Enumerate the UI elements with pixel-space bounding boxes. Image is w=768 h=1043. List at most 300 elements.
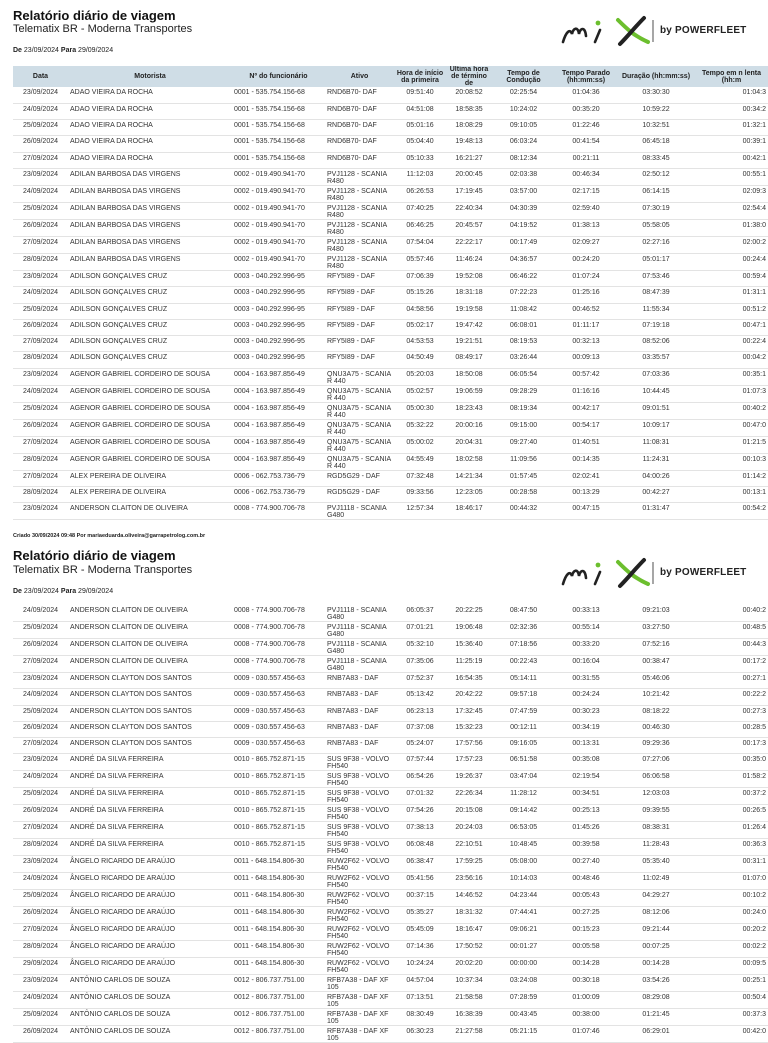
start-time-cell: 07:54:26 [394,805,446,822]
start-time-cell: 05:02:17 [394,319,446,335]
driver-cell: ADILSON GONÇALVES CRUZ [68,319,232,335]
stopped-time-cell: 01:38:13 [555,219,617,236]
driver-cell: ANDRÉ DA SILVA FERREIRA [68,788,232,805]
driver-cell: ANDERSON CLAYTON DOS SANTOS [68,673,232,689]
asset-cell: RUW2F62 - VOLVO FH540 [325,924,394,941]
date-cell: 26/09/2024 [13,219,68,236]
end-time-cell: 19:19:58 [446,303,492,319]
date-cell: 26/09/2024 [13,639,68,656]
table-row [13,705,768,721]
end-time-cell: 18:31:18 [446,287,492,303]
asset-cell: PVJ1118 - SCANIA G480 [325,503,394,520]
driver-cell: ÂNGELO RICARDO DE ARAÚJO [68,958,232,975]
date-cell: 27/09/2024 [13,470,68,486]
table-row [13,788,768,805]
idle-time-cell: 01:58:2 [695,771,768,788]
driver-cell: AGENOR GABRIEL CORDEIRO DE SOUSA [68,385,232,402]
stopped-time-cell: 01:11:17 [555,319,617,335]
asset-cell: RUW2F62 - VOLVO FH540 [325,941,394,958]
end-time-cell: 19:06:59 [446,385,492,402]
stopped-time-cell: 01:07:46 [555,1026,617,1043]
idle-time-cell: 01:26:4 [695,822,768,839]
driver-cell: ADILAN BARBOSA DAS VIRGENS [68,253,232,270]
end-time-cell: 22:22:17 [446,236,492,253]
stopped-time-cell: 00:47:15 [555,503,617,520]
driver-cell: ADILAN BARBOSA DAS VIRGENS [68,236,232,253]
range-from: 23/09/2024 [23,47,59,54]
employee-id-cell: 0011 - 648.154.806-30 [232,856,325,873]
date-cell: 26/09/2024 [13,319,68,335]
driving-time-cell: 00:00:00 [492,958,555,975]
duration-cell: 09:29:36 [617,738,695,754]
duration-cell: 06:06:58 [617,771,695,788]
employee-id-cell: 0001 - 535.754.156-68 [232,120,325,136]
asset-cell: PVJ1128 - SCANIA R480 [325,219,394,236]
idle-time-cell: 00:27:1 [695,673,768,689]
duration-cell: 06:14:15 [617,185,695,202]
driver-cell: ADAO VIEIRA DA ROCHA [68,152,232,168]
asset-cell: RUW2F62 - VOLVO FH540 [325,873,394,890]
stopped-time-cell: 00:48:46 [555,873,617,890]
start-time-cell: 06:38:47 [394,856,446,873]
asset-cell: RUW2F62 - VOLVO FH540 [325,856,394,873]
trip-table-page-2 [13,605,768,1043]
driving-time-cell: 09:10:05 [492,120,555,136]
driver-cell: ANDRÉ DA SILVA FERREIRA [68,839,232,856]
duration-cell: 12:03:03 [617,788,695,805]
mix-logo-icon [560,14,655,48]
start-time-cell: 05:45:09 [394,924,446,941]
driving-time-cell: 04:36:57 [492,253,555,270]
report-footer [13,533,205,539]
driver-cell: ÂNGELO RICARDO DE ARAÚJO [68,907,232,924]
column-header: Tempo Parado (hh:mm:ss) [555,66,617,87]
employee-id-cell: 0011 - 648.154.806-30 [232,924,325,941]
duration-cell: 00:14:28 [617,958,695,975]
asset-cell: QNU3A75 - SCANIA R 440 [325,436,394,453]
duration-cell: 08:52:06 [617,336,695,352]
employee-id-cell: 0004 - 163.987.856-49 [232,419,325,436]
end-time-cell: 16:54:35 [446,673,492,689]
range-to-label-2: Para [60,588,77,595]
driving-time-cell: 00:12:11 [492,721,555,737]
date-cell: 27/09/2024 [13,738,68,754]
stopped-time-cell: 00:34:51 [555,788,617,805]
table-row [13,721,768,737]
driver-cell: AGENOR GABRIEL CORDEIRO DE SOUSA [68,436,232,453]
stopped-time-cell: 00:13:31 [555,738,617,754]
driving-time-cell: 01:57:45 [492,470,555,486]
date-cell: 26/09/2024 [13,907,68,924]
end-time-cell: 22:40:34 [446,202,492,219]
driving-time-cell: 03:24:08 [492,975,555,992]
table-row [13,385,768,402]
driver-cell: ADILSON GONÇALVES CRUZ [68,303,232,319]
asset-cell: PVJ1128 - SCANIA R480 [325,253,394,270]
employee-id-cell: 0008 - 774.900.706-78 [232,605,325,622]
duration-cell: 01:31:47 [617,503,695,520]
idle-time-cell: 00:34:2 [695,103,768,119]
asset-cell: RNB7A83 - DAF [325,738,394,754]
driving-time-cell: 10:14:03 [492,873,555,890]
employee-id-cell: 0003 - 040.292.996-95 [232,287,325,303]
driver-cell: ALEX PEREIRA DE OLIVEIRA [68,487,232,503]
driver-cell: ANDERSON CLAITON DE OLIVEIRA [68,622,232,639]
powerfleet-text: by POWERFLEET [660,25,747,36]
idle-time-cell: 01:14:2 [695,470,768,486]
date-cell: 28/09/2024 [13,253,68,270]
start-time-cell: 04:53:53 [394,336,446,352]
date-cell: 24/09/2024 [13,103,68,119]
stopped-time-cell: 02:59:40 [555,202,617,219]
table-row [13,253,768,270]
start-time-cell: 07:54:04 [394,236,446,253]
driver-cell: ANDERSON CLAITON DE OLIVEIRA [68,605,232,622]
end-time-cell: 20:04:31 [446,436,492,453]
duration-cell: 03:35:57 [617,352,695,368]
duration-cell: 03:30:30 [617,87,695,103]
driver-cell: AGENOR GABRIEL CORDEIRO DE SOUSA [68,402,232,419]
driver-cell: ADAO VIEIRA DA ROCHA [68,103,232,119]
start-time-cell: 05:35:27 [394,907,446,924]
powerfleet-text-2: by POWERFLEET [660,567,747,578]
asset-cell: RFB7A38 - DAF XF 105 [325,1009,394,1026]
asset-cell: SUS 9F38 - VOLVO FH540 [325,805,394,822]
asset-cell: SUS 9F38 - VOLVO FH540 [325,754,394,771]
duration-cell: 03:27:50 [617,622,695,639]
end-time-cell: 18:02:58 [446,453,492,470]
duration-cell: 11:02:49 [617,873,695,890]
stopped-time-cell: 01:40:51 [555,436,617,453]
date-cell: 23/09/2024 [13,87,68,103]
employee-id-cell: 0010 - 865.752.871-15 [232,754,325,771]
stopped-time-cell: 00:09:13 [555,352,617,368]
employee-id-cell: 0003 - 040.292.996-95 [232,319,325,335]
table-row [13,639,768,656]
asset-cell: RNB7A83 - DAF [325,673,394,689]
driving-time-cell: 03:47:04 [492,771,555,788]
start-time-cell: 09:33:56 [394,487,446,503]
start-time-cell: 04:50:49 [394,352,446,368]
date-cell: 25/09/2024 [13,622,68,639]
duration-cell: 00:42:27 [617,487,695,503]
date-cell: 24/09/2024 [13,992,68,1009]
driver-cell: ADILSON GONÇALVES CRUZ [68,336,232,352]
asset-cell: RFB7A38 - DAF XF 105 [325,992,394,1009]
idle-time-cell: 00:10:3 [695,453,768,470]
duration-cell: 05:01:17 [617,253,695,270]
driver-cell: ANTÔNIO CARLOS DE SOUZA [68,992,232,1009]
stopped-time-cell: 01:07:24 [555,270,617,286]
duration-cell: 08:29:08 [617,992,695,1009]
date-cell: 23/09/2024 [13,673,68,689]
idle-time-cell: 00:35:1 [695,368,768,385]
employee-id-cell: 0009 - 030.557.456-63 [232,673,325,689]
duration-cell: 08:38:31 [617,822,695,839]
column-header: Data [13,66,68,87]
employee-id-cell: 0011 - 648.154.806-30 [232,873,325,890]
column-header: Tempo de Condução [492,66,555,87]
end-time-cell: 11:46:24 [446,253,492,270]
idle-time-cell: 02:09:3 [695,185,768,202]
employee-id-cell: 0009 - 030.557.456-63 [232,705,325,721]
idle-time-cell: 00:48:5 [695,622,768,639]
duration-cell: 07:03:36 [617,368,695,385]
employee-id-cell: 0002 - 019.490.941-70 [232,185,325,202]
employee-id-cell: 0011 - 648.154.806-30 [232,890,325,907]
idle-time-cell: 00:26:5 [695,805,768,822]
end-time-cell: 14:21:34 [446,470,492,486]
end-time-cell: 20:00:45 [446,168,492,185]
date-cell: 24/09/2024 [13,873,68,890]
driver-cell: AGENOR GABRIEL CORDEIRO DE SOUSA [68,368,232,385]
table-row [13,436,768,453]
idle-time-cell: 00:42:1 [695,152,768,168]
start-time-cell: 11:12:03 [394,168,446,185]
date-cell: 28/09/2024 [13,453,68,470]
stopped-time-cell: 01:25:16 [555,287,617,303]
stopped-time-cell: 00:46:34 [555,168,617,185]
report-title: Relatório diário de viagem [13,8,176,23]
driver-cell: ADILAN BARBOSA DAS VIRGENS [68,168,232,185]
range-from-label: De [13,47,22,54]
end-time-cell: 19:52:08 [446,270,492,286]
end-time-cell: 12:23:05 [446,487,492,503]
asset-cell: QNU3A75 - SCANIA R 440 [325,368,394,385]
table-row [13,236,768,253]
stopped-time-cell: 00:30:18 [555,975,617,992]
table-row [13,890,768,907]
table-row [13,941,768,958]
asset-cell: RND6B70- DAF [325,152,394,168]
end-time-cell: 17:59:25 [446,856,492,873]
duration-cell: 01:21:45 [617,1009,695,1026]
stopped-time-cell: 02:17:15 [555,185,617,202]
end-time-cell: 19:26:37 [446,771,492,788]
stopped-time-cell: 00:27:40 [555,856,617,873]
driver-cell: ANDERSON CLAYTON DOS SANTOS [68,705,232,721]
start-time-cell: 05:15:26 [394,287,446,303]
idle-time-cell: 00:37:3 [695,1009,768,1026]
table-row [13,453,768,470]
stopped-time-cell: 00:30:23 [555,705,617,721]
driver-cell: ANDERSON CLAYTON DOS SANTOS [68,721,232,737]
asset-cell: RFY5I89 - DAF [325,303,394,319]
table-row [13,622,768,639]
driving-time-cell: 06:46:22 [492,270,555,286]
asset-cell: RGD5G29 - DAF [325,470,394,486]
driving-time-cell: 05:21:15 [492,1026,555,1043]
driving-time-cell: 10:24:02 [492,103,555,119]
end-time-cell: 21:27:58 [446,1026,492,1043]
driver-cell: ANDRÉ DA SILVA FERREIRA [68,771,232,788]
start-time-cell: 04:51:08 [394,103,446,119]
asset-cell: RFB7A38 - DAF XF 105 [325,1026,394,1043]
end-time-cell: 20:00:16 [446,419,492,436]
start-time-cell: 06:46:25 [394,219,446,236]
employee-id-cell: 0010 - 865.752.871-15 [232,805,325,822]
stopped-time-cell: 00:42:17 [555,402,617,419]
idle-time-cell: 00:09:5 [695,958,768,975]
end-time-cell: 15:36:40 [446,639,492,656]
driver-cell: ÂNGELO RICARDO DE ARAÚJO [68,924,232,941]
stopped-time-cell: 00:33:13 [555,605,617,622]
stopped-time-cell: 00:38:00 [555,1009,617,1026]
idle-time-cell: 01:07:3 [695,385,768,402]
asset-cell: RFY5I89 - DAF [325,352,394,368]
driver-cell: ANDERSON CLAITON DE OLIVEIRA [68,656,232,673]
end-time-cell: 17:57:23 [446,754,492,771]
driving-time-cell: 09:15:00 [492,419,555,436]
driver-cell: ANDRÉ DA SILVA FERREIRA [68,822,232,839]
date-cell: 28/09/2024 [13,487,68,503]
stopped-time-cell: 00:54:17 [555,419,617,436]
asset-cell: SUS 9F38 - VOLVO FH540 [325,788,394,805]
end-time-cell: 17:50:52 [446,941,492,958]
employee-id-cell: 0009 - 030.557.456-63 [232,721,325,737]
date-cell: 27/09/2024 [13,656,68,673]
idle-time-cell: 01:32:1 [695,120,768,136]
stopped-time-cell: 00:41:54 [555,136,617,152]
driving-time-cell: 05:08:00 [492,856,555,873]
driving-time-cell: 00:44:32 [492,503,555,520]
stopped-time-cell: 00:57:42 [555,368,617,385]
driver-cell: ANTÔNIO CARLOS DE SOUZA [68,1026,232,1043]
end-time-cell: 16:38:39 [446,1009,492,1026]
driving-time-cell: 00:43:45 [492,1009,555,1026]
duration-cell: 07:19:18 [617,319,695,335]
column-header: Tempo em n lenta (hh:m [695,66,768,87]
date-cell: 25/09/2024 [13,402,68,419]
table-row [13,136,768,152]
end-time-cell: 20:45:57 [446,219,492,236]
date-cell: 26/09/2024 [13,805,68,822]
employee-id-cell: 0003 - 040.292.996-95 [232,352,325,368]
start-time-cell: 05:10:33 [394,152,446,168]
start-time-cell: 07:06:39 [394,270,446,286]
employee-id-cell: 0003 - 040.292.996-95 [232,303,325,319]
table-row [13,120,768,136]
stopped-time-cell: 00:16:04 [555,656,617,673]
asset-cell: PVJ1128 - SCANIA R480 [325,202,394,219]
start-time-cell: 06:08:48 [394,839,446,856]
driving-time-cell: 04:23:44 [492,890,555,907]
driving-time-cell: 09:28:29 [492,385,555,402]
employee-id-cell: 0010 - 865.752.871-15 [232,822,325,839]
start-time-cell: 06:54:26 [394,771,446,788]
asset-cell: PVJ1118 - SCANIA G480 [325,605,394,622]
driver-cell: ANDERSON CLAITON DE OLIVEIRA [68,503,232,520]
asset-cell: RFY5I89 - DAF [325,287,394,303]
idle-time-cell: 02:54:4 [695,202,768,219]
table-row [13,975,768,992]
end-time-cell: 18:16:47 [446,924,492,941]
end-time-cell: 20:15:08 [446,805,492,822]
table-row [13,754,768,771]
idle-time-cell: 01:21:5 [695,436,768,453]
date-cell: 28/09/2024 [13,352,68,368]
duration-cell: 11:08:31 [617,436,695,453]
employee-id-cell: 0001 - 535.754.156-68 [232,87,325,103]
driving-time-cell: 07:28:59 [492,992,555,1009]
end-time-cell: 21:58:58 [446,992,492,1009]
table-row [13,503,768,520]
end-time-cell: 17:57:56 [446,738,492,754]
date-cell: 24/09/2024 [13,185,68,202]
driver-cell: ADAO VIEIRA DA ROCHA [68,87,232,103]
driving-time-cell: 06:03:24 [492,136,555,152]
date-cell: 25/09/2024 [13,890,68,907]
asset-cell: SUS 9F38 - VOLVO FH540 [325,839,394,856]
employee-id-cell: 0004 - 163.987.856-49 [232,402,325,419]
duration-cell: 08:33:45 [617,152,695,168]
duration-cell: 10:21:42 [617,689,695,705]
end-time-cell: 18:58:35 [446,103,492,119]
asset-cell: RND6B70- DAF [325,87,394,103]
duration-cell: 09:01:51 [617,402,695,419]
driving-time-cell: 09:27:40 [492,436,555,453]
idle-time-cell: 00:13:1 [695,487,768,503]
end-time-cell: 19:06:48 [446,622,492,639]
start-time-cell: 09:51:40 [394,87,446,103]
employee-id-cell: 0004 - 163.987.856-49 [232,385,325,402]
table-row [13,419,768,436]
employee-id-cell: 0012 - 806.737.751.00 [232,1026,325,1043]
idle-time-cell: 00:42:0 [695,1026,768,1043]
start-time-cell: 05:24:07 [394,738,446,754]
mix-powerfleet-logo [560,14,760,48]
driving-time-cell: 07:22:23 [492,287,555,303]
stopped-time-cell: 00:46:52 [555,303,617,319]
driving-time-cell: 03:57:00 [492,185,555,202]
date-cell: 23/09/2024 [13,975,68,992]
driving-time-cell: 07:44:41 [492,907,555,924]
idle-time-cell: 01:07:0 [695,873,768,890]
stopped-time-cell: 00:35:08 [555,754,617,771]
table-row [13,689,768,705]
driving-time-cell: 02:25:54 [492,87,555,103]
asset-cell: RNB7A83 - DAF [325,721,394,737]
driving-time-cell: 00:17:49 [492,236,555,253]
mix-powerfleet-logo-2 [560,556,760,590]
driver-cell: ÂNGELO RICARDO DE ARAÚJO [68,873,232,890]
date-cell: 28/09/2024 [13,839,68,856]
table-row [13,771,768,788]
end-time-cell: 15:32:23 [446,721,492,737]
driving-time-cell: 07:47:59 [492,705,555,721]
duration-cell: 05:35:40 [617,856,695,873]
duration-cell: 03:54:26 [617,975,695,992]
idle-time-cell: 00:17:2 [695,656,768,673]
table-row [13,352,768,368]
employee-id-cell: 0004 - 163.987.856-49 [232,436,325,453]
employee-id-cell: 0009 - 030.557.456-63 [232,689,325,705]
asset-cell: PVJ1118 - SCANIA G480 [325,639,394,656]
stopped-time-cell: 00:14:28 [555,958,617,975]
duration-cell: 10:59:22 [617,103,695,119]
start-time-cell: 05:20:03 [394,368,446,385]
asset-cell: RUW2F62 - VOLVO FH540 [325,958,394,975]
employee-id-cell: 0011 - 648.154.806-30 [232,958,325,975]
stopped-time-cell: 00:24:20 [555,253,617,270]
end-time-cell: 08:49:17 [446,352,492,368]
column-header: Última hora de término de [446,66,492,87]
employee-id-cell: 0009 - 030.557.456-63 [232,738,325,754]
column-header: Hora de início da primeira [394,66,446,87]
driver-cell: ÂNGELO RICARDO DE ARAÚJO [68,856,232,873]
asset-cell: RND6B70- DAF [325,103,394,119]
driving-time-cell: 09:14:42 [492,805,555,822]
